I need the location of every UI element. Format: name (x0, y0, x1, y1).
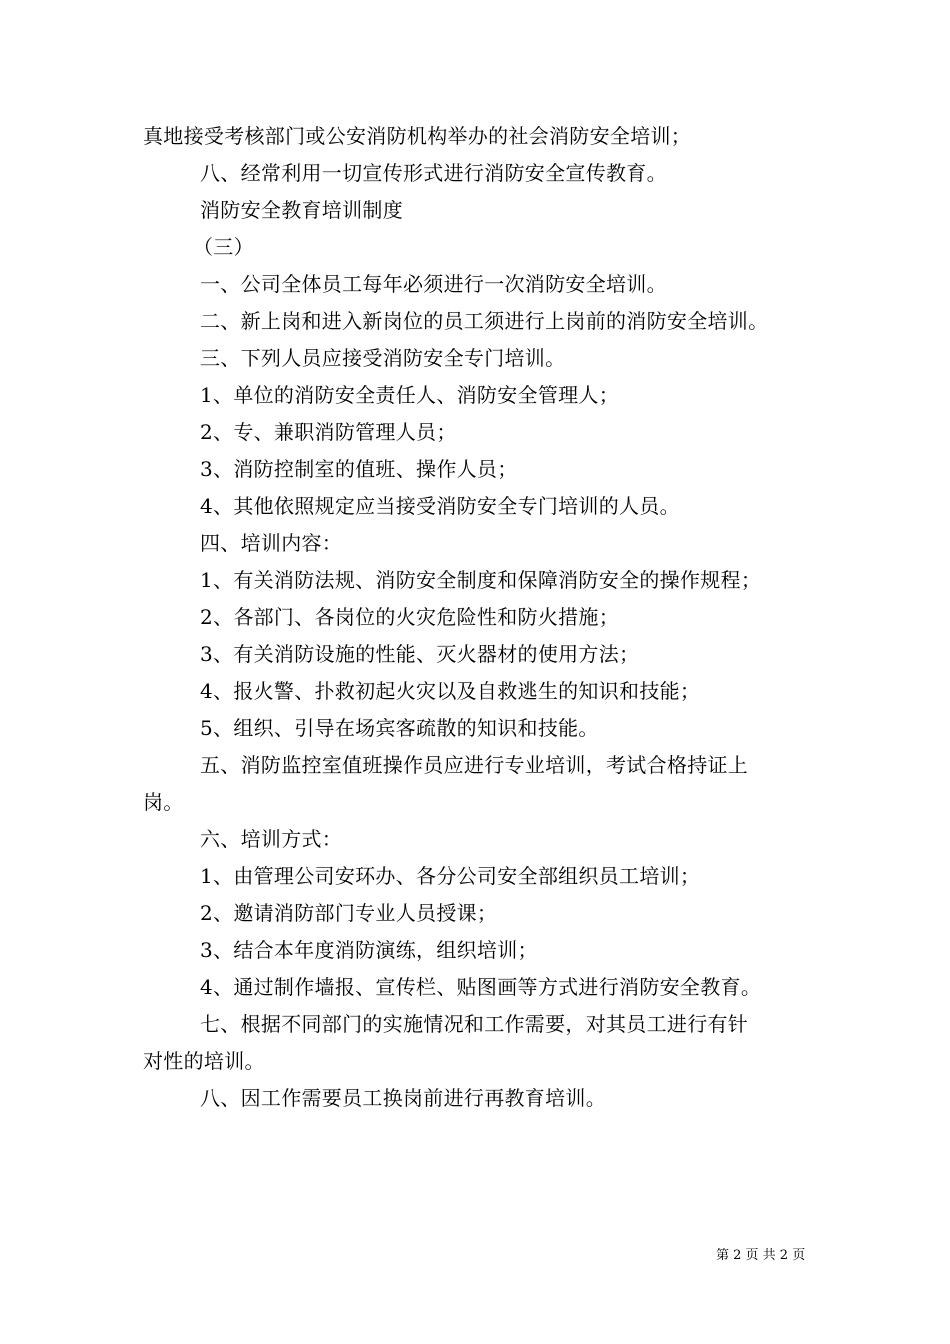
text-line: 五、消防监控室值班操作员应进行专业培训，考试合格持证上 (200, 753, 749, 777)
text-line: 八、经常利用一切宣传形式进行消防安全宣传教育。 (200, 161, 667, 185)
text-line: 真地接受考核部门或公安消防机构举办的社会消防安全培训； (143, 124, 692, 148)
list-item: 1、有关消防法规、消防安全制度和保障消防安全的操作规程； (200, 568, 762, 592)
list-item: 1、单位的消防安全责任人、消防安全管理人； (200, 383, 620, 407)
document-body (143, 118, 823, 1117)
list-item: 5、组织、引导在场宾客疏散的知识和技能。 (200, 716, 599, 740)
list-item: 4、通过制作墙报、宣传栏、贴图画等方式进行消防安全教育。 (200, 975, 762, 999)
list-item: 4、报火警、扑救初起火灾以及自救逃生的知识和技能； (200, 679, 701, 703)
list-item: 4、其他依照规定应当接受消防安全专门培训的人员。 (200, 494, 680, 518)
text-line: 二、新上岗和进入新岗位的员工须进行上岗前的消防安全培训。 (200, 309, 769, 333)
list-item: 2、各部门、各岗位的火灾危险性和防火措施； (200, 605, 620, 629)
list-item: 2、专、兼职消防管理人员； (200, 420, 457, 444)
list-item: 1、由管理公司安环办、各分公司安全部组织员工培训； (200, 864, 701, 888)
section-title: 消防安全教育培训制度 (200, 198, 403, 222)
text-line: 四、培训内容： (200, 531, 343, 555)
page-footer: 第 2 页 共 2 页 (716, 1248, 806, 1263)
list-item: 3、有关消防设施的性能、灭火器材的使用方法； (200, 642, 640, 666)
text-line: 对性的培训。 (143, 1049, 265, 1073)
list-item: 3、结合本年度消防演练，组织培训； (200, 938, 538, 962)
section-number: （三） (193, 235, 254, 259)
text-line: 岗。 (143, 790, 184, 814)
text-line: 三、下列人员应接受消防安全专门培训。 (200, 346, 566, 370)
text-line: 八、因工作需要员工换岗前进行再教育培训。 (200, 1086, 606, 1110)
list-item: 3、消防控制室的值班、操作人员； (200, 457, 518, 481)
text-line: 六、培训方式： (200, 827, 343, 851)
list-item: 2、邀请消防部门专业人员授课； (200, 901, 498, 925)
text-line: 一、公司全体员工每年必须进行一次消防安全培训。 (200, 272, 667, 296)
text-line: 七、根据不同部门的实施情况和工作需要，对其员工进行有针 (200, 1012, 749, 1036)
